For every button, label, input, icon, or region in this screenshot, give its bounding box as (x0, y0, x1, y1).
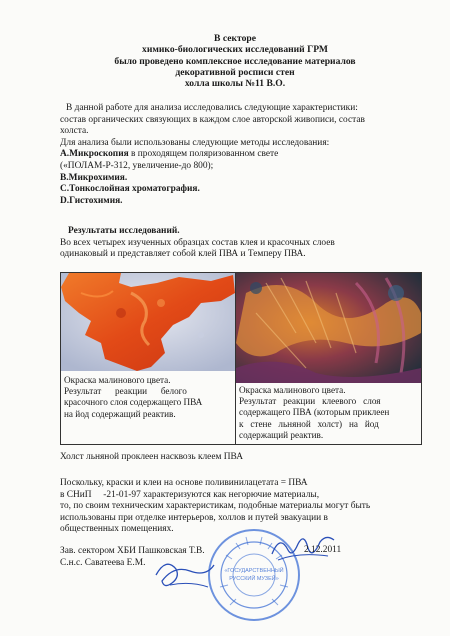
method-c: С.Тонкослойная хроматография. (60, 184, 200, 195)
caption-line: содержащий реактив. (239, 429, 324, 440)
conclusion-line: то, по своим техническим характеристикам, подобные материалы могут быть (60, 501, 371, 512)
results-section (60, 226, 425, 261)
svg-text:«ГОСУДАРСТВЕННЫЙ: «ГОСУДАРСТВЕННЫЙ (224, 568, 284, 574)
document-title (50, 33, 420, 89)
method-a-detail: («ПОЛАМ-Р-312, увеличение-до 800); (60, 160, 214, 171)
method-a (60, 149, 425, 161)
caption-line: Результат реакции белого (64, 386, 187, 397)
sample-photos-table (60, 272, 422, 445)
results-line: Во всех четырех изученных образцах состав клея и красочных слоев (60, 237, 335, 248)
title-line: декоративной росписи стен (175, 66, 295, 78)
canvas-note (60, 452, 425, 464)
results-line: одинаковый и представляет собой клей ПВА и Темперу ПВА. (60, 249, 306, 260)
sample-photo-white-layer (61, 273, 235, 371)
caption-line: к стене льняной холст) на йод (239, 418, 379, 429)
conclusion-line: общественных помещениях. (60, 524, 174, 535)
intro-line: Для анализа были использованы следующие методы исследования: (60, 137, 330, 148)
conclusion-line: Поскольку, краски и клеи на основе поливинилацетата = ПВА (60, 478, 308, 488)
title-line: холла школы №11 В.О. (184, 78, 286, 90)
sample-photo-glue-layer (236, 273, 421, 383)
signature-line-researcher: С.н.с. Саватеева Е.М. (60, 558, 146, 568)
method-d: D.Гистохимия. (60, 195, 123, 206)
svg-text:РУССКИЙ МУЗЕЙ»: РУССКИЙ МУЗЕЙ» (229, 576, 279, 582)
intro-paragraph (60, 103, 425, 207)
caption-line: Окраска малинового цвета. (64, 375, 171, 385)
intro-line: В данной работе для анализа исследовались следующие характеристики: (66, 103, 358, 113)
conclusion-line: в СНиП -21-01-97 характеризуются как негорючие материалы, (60, 489, 320, 500)
method-b: В.Микрохимия. (60, 172, 128, 183)
caption-line: на йод содержащий реактив. (64, 408, 176, 419)
canvas-note-text: Холст льняной проклеен насквозь клеем ПВА (60, 452, 243, 462)
conclusion-line: использованы при отделке интерьеров, холлов и путей эвакуации в (60, 512, 328, 523)
title-line: химико-биологических исследований ГРМ (142, 44, 328, 56)
method-a-title: А.Микроскопия (60, 149, 129, 160)
title-line: В секторе (214, 33, 256, 44)
signature-line-head: Зав. сектором ХБИ Пашковская Т.В. (60, 546, 205, 556)
signature-date: 2.12.2011 (304, 545, 342, 555)
left-caption (64, 375, 230, 420)
right-caption (239, 385, 417, 441)
title-line: было проведено комплексное исследование материалов (114, 55, 356, 67)
caption-line: Результат реакции клеевого слоя (239, 396, 381, 407)
table-divider (235, 273, 236, 444)
method-a-text: в проходящем поляризованном свете (128, 149, 279, 160)
caption-line: содержащего ПВА (которым приклеен (239, 407, 390, 418)
results-heading: Результаты исследований. (68, 226, 180, 236)
signature-researcher-icon (150, 555, 220, 591)
intro-line: состав органических связующих в каждом слое авторской живописи, состав (60, 114, 365, 125)
intro-line: холста. (60, 126, 89, 137)
caption-line: красочного слоя содержащего ПВА (64, 397, 203, 408)
caption-line: Окраска малинового цвета. (239, 385, 346, 395)
